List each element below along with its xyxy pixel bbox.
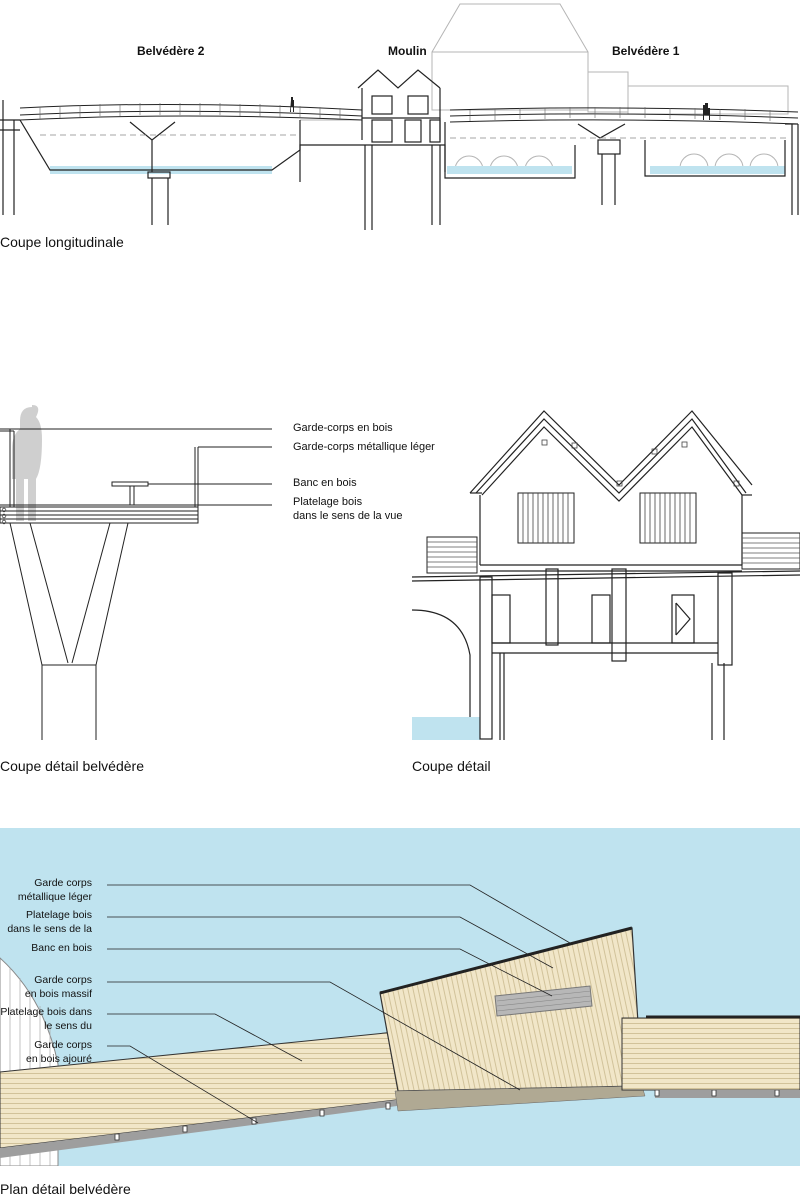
- label-belvedere-1: Belvédère 1: [612, 44, 680, 58]
- plan-annotation-2b: dans le sens de la: [7, 923, 92, 935]
- plan-annotation-4a: Garde corps: [34, 974, 92, 986]
- label-moulin: Moulin: [388, 44, 427, 58]
- plan-annotation-2a: Platelage bois: [26, 909, 92, 921]
- annotation-garde-corps-metallique: Garde-corps métallique léger: [293, 441, 435, 453]
- plan-detail: [0, 828, 800, 1166]
- plan-annotation-6a: Garde corps: [34, 1039, 92, 1051]
- moulin-detail-section: [412, 405, 800, 740]
- label-belvedere-2: Belvédère 2: [137, 44, 205, 58]
- plan-annotation-6b: en bois ajouré: [26, 1053, 92, 1065]
- annotation-garde-corps-bois: Garde-corps en bois: [293, 422, 393, 434]
- caption-plan-detail-belvedere: Plan détail belvédère: [0, 1181, 131, 1197]
- plan-annotation-5a: Platelage bois dans: [0, 1006, 92, 1018]
- caption-coupe-detail: Coupe détail: [412, 758, 491, 774]
- caption-coupe-longitudinale: Coupe longitudinale: [0, 234, 124, 250]
- annotation-banc-bois: Banc en bois: [293, 477, 357, 489]
- longitudinal-section: [0, 0, 800, 235]
- plan-annotation-3: Banc en bois: [31, 942, 92, 954]
- plan-annotation-1a: Garde corps: [34, 877, 92, 889]
- caption-coupe-detail-belvedere: Coupe détail belvédère: [0, 758, 144, 774]
- annotation-platelage-line1: Platelage bois: [293, 496, 363, 508]
- plan-annotation-4b: en bois massif: [24, 988, 92, 1000]
- annotation-platelage-line2: dans le sens de la vue: [293, 510, 403, 522]
- plan-annotation-5b: le sens du: [44, 1020, 92, 1032]
- plan-annotation-1b: métallique léger: [17, 891, 92, 903]
